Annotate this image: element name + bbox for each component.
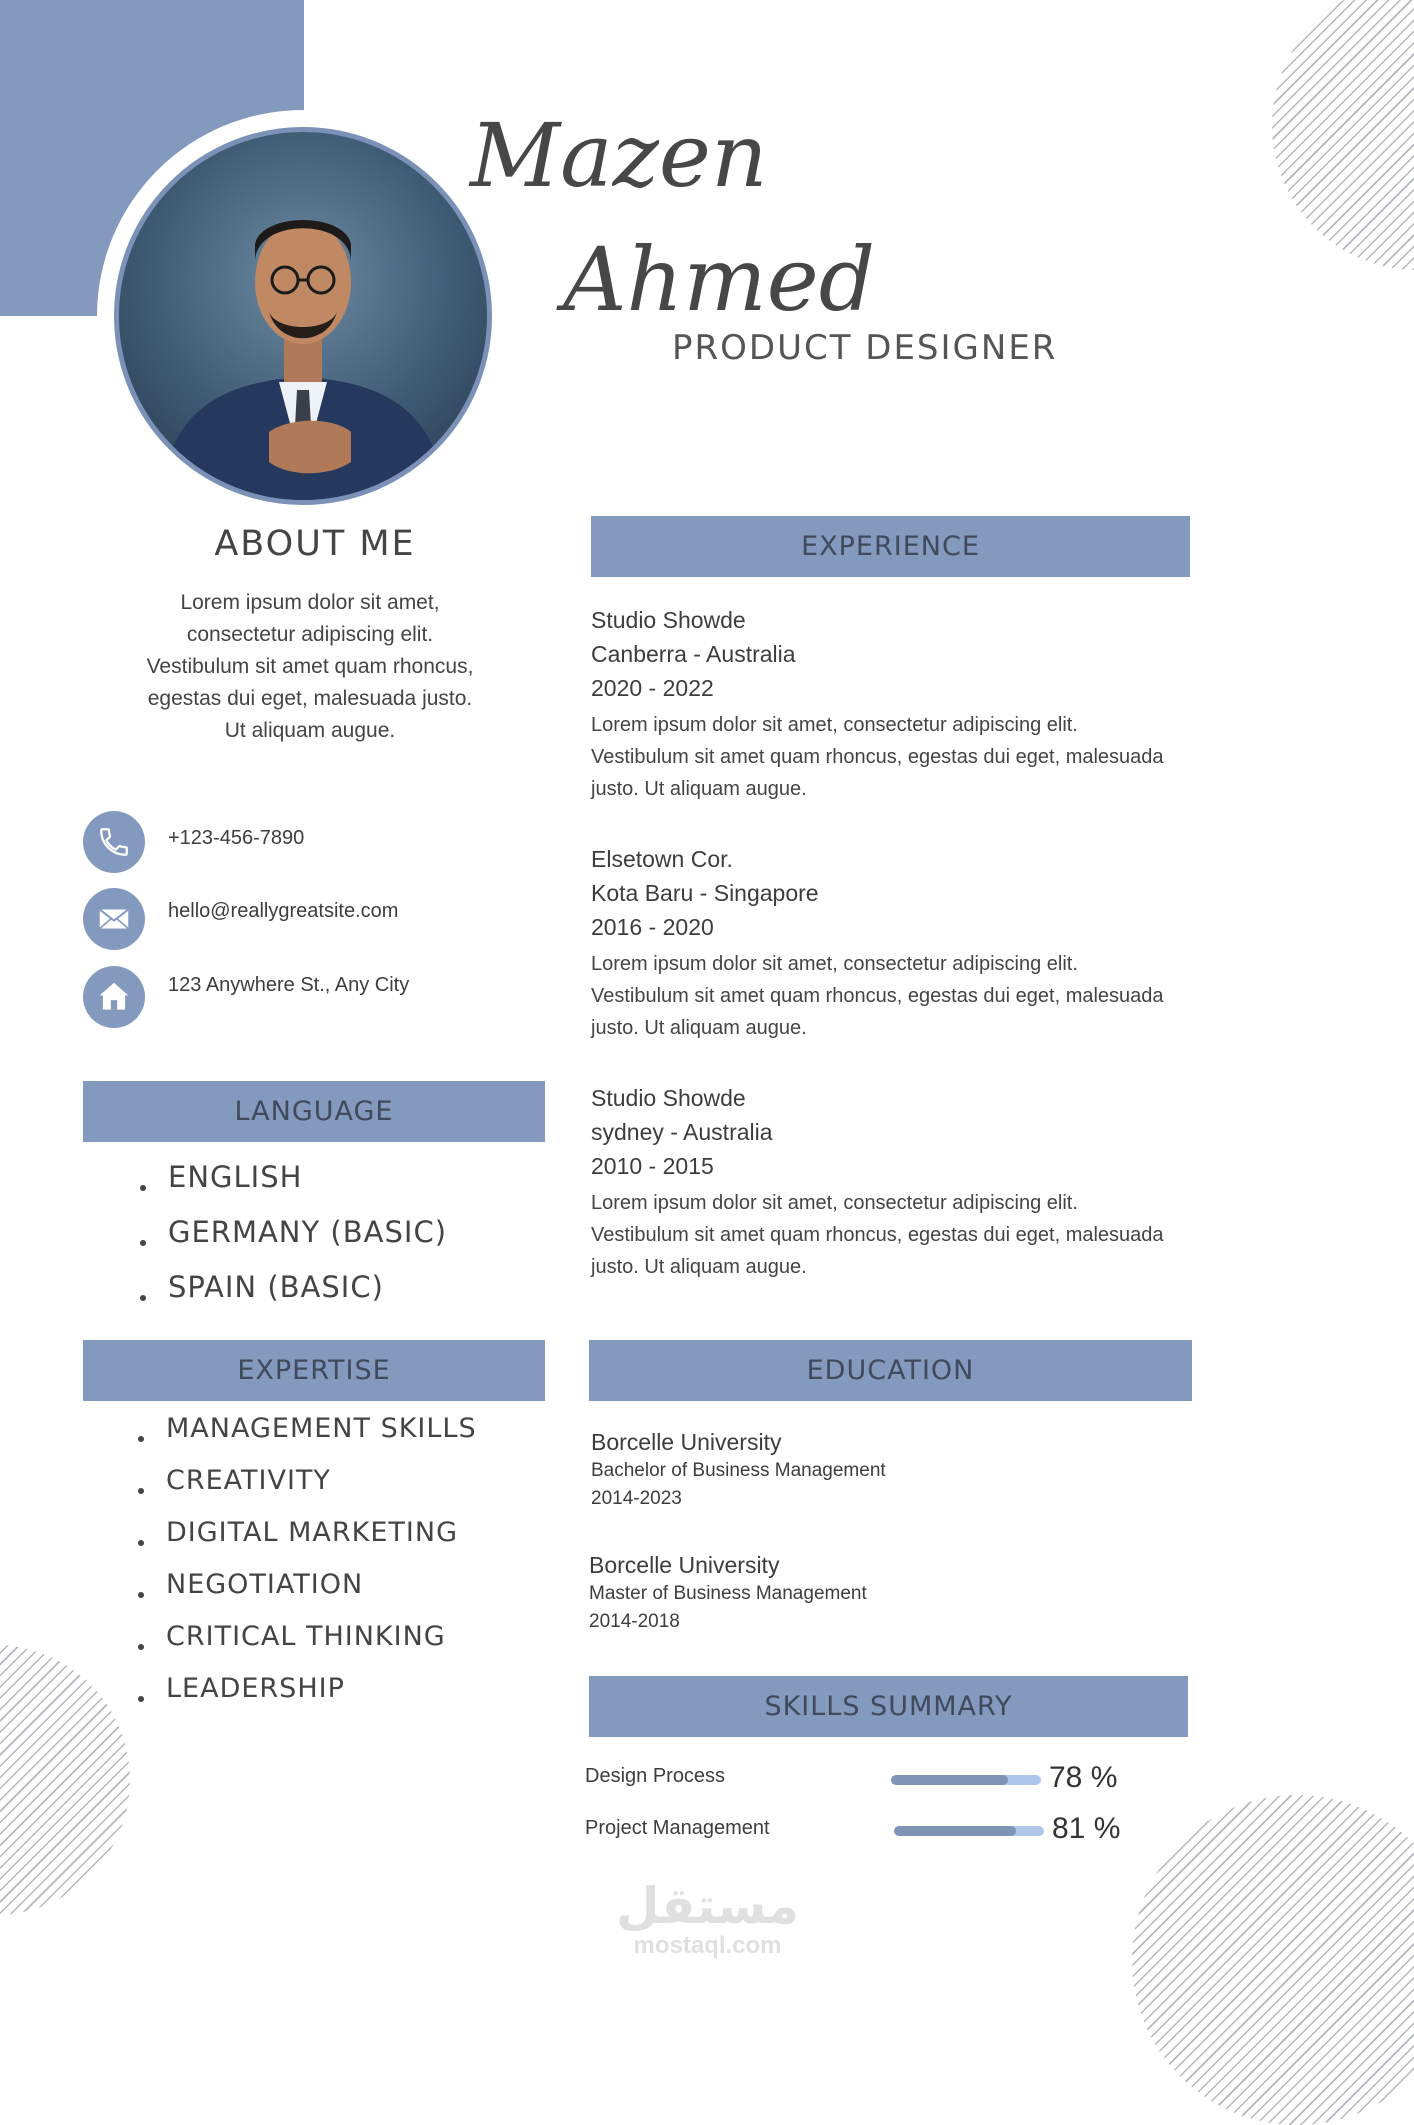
list-item: NEGOTIATION xyxy=(136,1569,477,1621)
skill-percent: 78 % xyxy=(1049,1761,1118,1794)
skill-bar-fill xyxy=(891,1775,1008,1785)
phone-icon xyxy=(83,811,145,873)
about-line: egestas dui eget, malesuada justo. xyxy=(147,687,473,710)
language-list xyxy=(138,1160,447,1325)
desc-line: Lorem ipsum dolor sit amet, consectetur adipiscing elit. xyxy=(591,1192,1078,1214)
last-name: Ahmed xyxy=(563,228,876,331)
education-school: Borcelle University xyxy=(589,1552,780,1578)
list-item: CRITICAL THINKING xyxy=(136,1621,477,1673)
home-icon xyxy=(83,966,145,1028)
desc-line: Lorem ipsum dolor sit amet, consectetur adipiscing elit. xyxy=(591,953,1078,975)
education-years: 2014-2023 xyxy=(591,1488,682,1509)
about-line: Vestibulum sit amet quam rhoncus, xyxy=(146,655,474,678)
skill-bar-track xyxy=(891,1775,1041,1785)
mail-icon xyxy=(83,888,145,950)
contact-email: hello@reallygreatsite.com xyxy=(168,900,399,922)
education-degree: Master of Business Management xyxy=(589,1583,867,1604)
language-heading: LANGUAGE xyxy=(83,1081,545,1142)
desc-line: Vestibulum sit amet quam rhoncus, egestas dui eget, malesuada xyxy=(591,985,1164,1007)
education-years: 2014-2018 xyxy=(589,1611,680,1632)
list-item: LEADERSHIP xyxy=(136,1673,477,1725)
expertise-heading: EXPERTISE xyxy=(83,1340,545,1401)
experience-desc xyxy=(591,709,1291,805)
experience-desc xyxy=(591,1187,1291,1283)
experience-desc xyxy=(591,948,1291,1044)
profile-photo xyxy=(114,127,492,505)
list-item: GERMANY (BASIC) xyxy=(138,1215,447,1270)
experience-heading: EXPERIENCE xyxy=(591,516,1190,577)
profile-photo-ring xyxy=(97,110,509,522)
list-item: CREATIVITY xyxy=(136,1465,477,1517)
person-illustration xyxy=(119,132,487,500)
desc-line: justo. Ut aliquam augue. xyxy=(591,1017,807,1039)
desc-line: justo. Ut aliquam augue. xyxy=(591,1256,807,1278)
experience-company: Elsetown Cor. xyxy=(591,846,733,872)
experience-company: Studio Showde xyxy=(591,1085,746,1111)
skill-label: Design Process xyxy=(585,1765,726,1787)
list-item: ENGLISH xyxy=(138,1160,447,1215)
experience-location: Kota Baru - Singapore xyxy=(591,880,819,906)
experience-item xyxy=(591,1081,1291,1283)
education-school: Borcelle University xyxy=(591,1429,782,1455)
list-item: MANAGEMENT SKILLS xyxy=(136,1413,477,1465)
desc-line: Lorem ipsum dolor sit amet, consectetur adipiscing elit. xyxy=(591,714,1078,736)
job-title: PRODUCT DESIGNER xyxy=(672,328,1058,368)
experience-item xyxy=(591,842,1291,1044)
watermark-arabic: مستقل xyxy=(616,1877,799,1935)
skill-label: Project Management xyxy=(585,1817,770,1839)
education-item xyxy=(589,1550,867,1636)
about-line: Ut aliquam augue. xyxy=(224,719,396,742)
first-name: Mazen xyxy=(470,104,768,207)
about-line: consectetur adipiscing elit. xyxy=(186,623,434,646)
skill-bar-fill xyxy=(894,1826,1016,1836)
experience-years: 2010 - 2015 xyxy=(591,1153,714,1179)
experience-location: sydney - Australia xyxy=(591,1119,773,1145)
hatch-circle-bottom-right xyxy=(1132,1795,1414,2125)
education-heading: EDUCATION xyxy=(589,1340,1192,1401)
hatch-circle-top-right xyxy=(1272,0,1414,270)
experience-years: 2020 - 2022 xyxy=(591,675,714,701)
desc-line: Vestibulum sit amet quam rhoncus, egestas dui eget, malesuada xyxy=(591,1224,1164,1246)
list-item: DIGITAL MARKETING xyxy=(136,1517,477,1569)
watermark-latin: mostaql.com xyxy=(633,1932,782,1959)
list-item: SPAIN (BASIC) xyxy=(138,1270,447,1325)
skill-percent: 81 % xyxy=(1052,1812,1121,1845)
contact-phone: +123-456-7890 xyxy=(168,827,305,849)
hatch-circle-left xyxy=(0,1645,130,1915)
about-line: Lorem ipsum dolor sit amet, xyxy=(180,591,440,614)
education-item xyxy=(591,1427,886,1513)
desc-line: justo. Ut aliquam augue. xyxy=(591,778,807,800)
experience-company: Studio Showde xyxy=(591,607,746,633)
watermark xyxy=(600,1877,815,1960)
education-degree: Bachelor of Business Management xyxy=(591,1460,886,1481)
contact-address: 123 Anywhere St., Any City xyxy=(168,974,410,996)
skill-bar-track xyxy=(894,1826,1044,1836)
about-heading: ABOUT ME xyxy=(214,524,416,564)
about-text xyxy=(90,587,530,747)
experience-years: 2016 - 2020 xyxy=(591,914,714,940)
skills-heading: SKILLS SUMMARY xyxy=(589,1676,1188,1737)
experience-location: Canberra - Australia xyxy=(591,641,796,667)
experience-item xyxy=(591,603,1291,805)
desc-line: Vestibulum sit amet quam rhoncus, egestas dui eget, malesuada xyxy=(591,746,1164,768)
expertise-list xyxy=(136,1413,477,1725)
